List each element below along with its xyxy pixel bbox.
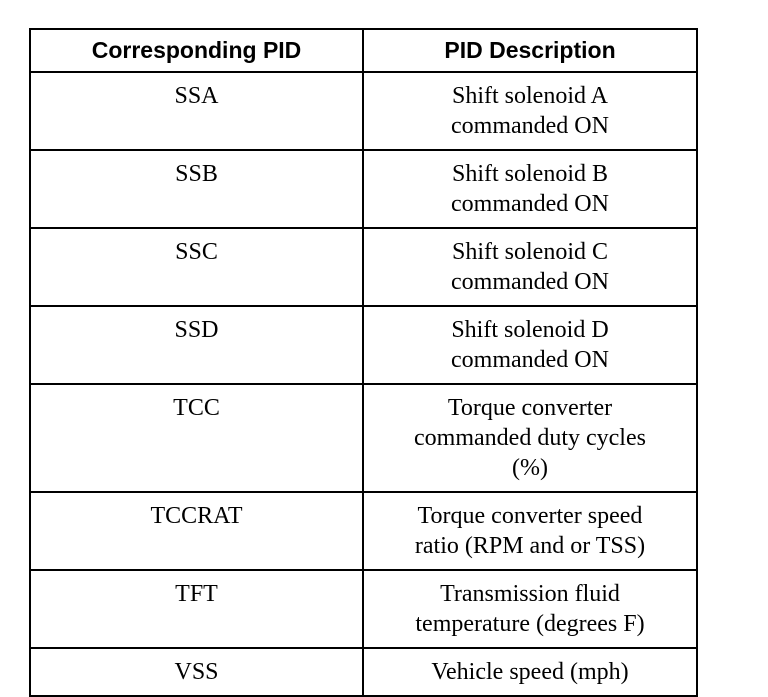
description-cell bbox=[363, 492, 697, 570]
pid-cell: TCC bbox=[30, 384, 363, 492]
table-row bbox=[30, 648, 697, 696]
table-row bbox=[30, 384, 697, 492]
table-row bbox=[30, 570, 697, 648]
description-line: Transmission fluid bbox=[440, 581, 620, 607]
description-cell bbox=[363, 150, 697, 228]
description-cell bbox=[363, 72, 697, 150]
description-cell bbox=[363, 648, 697, 696]
description-cell bbox=[363, 384, 697, 492]
description-line: commanded ON bbox=[451, 191, 609, 217]
pid-cell: TCCRAT bbox=[30, 492, 363, 570]
header-row bbox=[30, 29, 697, 72]
table-row bbox=[30, 150, 697, 228]
column-header-description: PID Description bbox=[363, 29, 697, 72]
pid-table bbox=[29, 28, 698, 697]
description-cell bbox=[363, 570, 697, 648]
description-line: commanded ON bbox=[451, 113, 609, 139]
description-line: Torque converter bbox=[447, 395, 613, 421]
description-line: ratio (RPM and or TSS) bbox=[414, 533, 646, 559]
description-line: Vehicle speed (mph) bbox=[431, 659, 629, 685]
column-header-pid: Corresponding PID bbox=[30, 29, 363, 72]
description-cell bbox=[363, 228, 697, 306]
description-line: commanded duty cycles bbox=[414, 425, 646, 451]
pid-cell: TFT bbox=[30, 570, 363, 648]
pid-cell: SSB bbox=[30, 150, 363, 228]
description-line: commanded ON bbox=[451, 269, 609, 295]
description-line: (%) bbox=[512, 455, 548, 481]
table-row bbox=[30, 228, 697, 306]
table-row bbox=[30, 306, 697, 384]
description-line: Shift solenoid A bbox=[451, 83, 608, 109]
description-line: Shift solenoid C bbox=[451, 239, 608, 265]
description-cell bbox=[363, 306, 697, 384]
pid-cell: SSD bbox=[30, 306, 363, 384]
description-line: temperature (degrees F) bbox=[415, 611, 645, 637]
description-line: commanded ON bbox=[451, 347, 609, 373]
table-row bbox=[30, 492, 697, 570]
description-line: Shift solenoid D bbox=[451, 317, 609, 343]
table-row bbox=[30, 72, 697, 150]
description-line: Torque converter speed bbox=[417, 503, 643, 529]
pid-cell: SSC bbox=[30, 228, 363, 306]
description-line: Shift solenoid B bbox=[451, 161, 608, 187]
pid-cell: VSS bbox=[30, 648, 363, 696]
pid-cell: SSA bbox=[30, 72, 363, 150]
